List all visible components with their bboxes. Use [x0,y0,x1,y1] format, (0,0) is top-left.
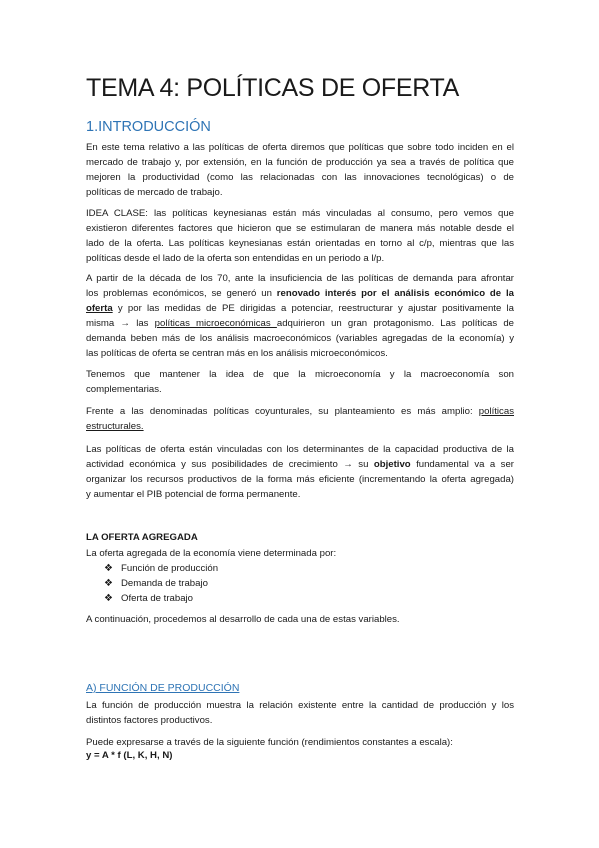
paragraph-expresion [86,735,514,750]
text-line: existieron diferentes factores que hicieron que se estimularan de manera más notable desde el [86,223,514,234]
paragraph-idea-clase [86,206,514,266]
text-line: políticas desde el lado de la oferta son entendidas en un periodo a l/p. [86,253,385,264]
text-run: los problemas económicos, se generó un [86,288,277,299]
text-line: Tenemos que mantener la idea de que la microeconomía y la macroeconomía son [86,369,514,380]
text-line [86,316,514,331]
text-line: y aumentar el PIB potencial de forma permanente. [86,489,301,500]
list-item-label: Oferta de trabajo [121,593,193,604]
text-run: actividad económica y sus posibilidades de crecimiento → su [86,459,374,470]
bold-text: renovado interés por el análisis económico de la [276,288,514,299]
paragraph-continuacion [86,612,514,627]
text-line: las políticas de oferta se centran más en los análisis microeconómicos. [86,348,388,359]
diamond-bullet-icon: ❖ [104,578,113,589]
section-heading-funcion-produccion: A) FUNCIÓN DE PRODUCCIÓN [86,682,240,694]
paragraph-politicas-oferta [86,442,514,502]
text-line: distintos factores productivos. [86,715,213,726]
text-line: A continuación, procedemos al desarrollo de cada una de estas variables. [86,614,400,625]
text-line: políticas de mercado de trabajo. [86,187,223,198]
text-line: mercado de trabajo y, por extensión, en la función de producción ya sea a través de política que [86,157,514,168]
paragraph-coyunturales [86,404,514,434]
text-line [86,286,514,301]
text-run: misma → las [86,318,155,329]
text-line: demanda beben más de los análisis macroeconómicos (variables agregadas de la economía) y [86,333,514,344]
text-line [86,404,514,419]
list-item-label: Demanda de trabajo [121,578,208,589]
paragraph-intro [86,140,514,200]
paragraph-funcion [86,698,514,728]
bold-underlined-text: oferta [86,303,113,314]
text-line: A partir de la década de los 70, ante la insuficiencia de las políticas de demanda para afrontar [86,273,514,284]
section-heading-introduccion: 1.INTRODUCCIÓN [86,119,211,135]
paragraph-decada-70 [86,271,514,361]
diamond-bullet-icon: ❖ [104,593,113,604]
text-line: IDEA CLASE: las políticas keynesianas están más vinculadas al consumo, pero vemos que [86,208,514,219]
list-item [104,561,218,576]
text-line: organizar los recursos productivos de la forma más eficiente (incrementando la oferta agregada) [86,474,514,485]
text-run: Frente a las denominadas políticas coyunturales, su planteamiento es más amplio: [86,406,479,417]
diamond-bullet-icon: ❖ [104,563,113,574]
text-line: lado de la oferta. Las políticas keynesianas están orientadas en torno al c/p, mientras que las [86,238,514,249]
text-line: mejoren la productividad (como las relacionadas con las innovaciones tecnológicas) o de [86,172,514,183]
text-run: y por las medidas de PE dirigidas a potenciar, reestructurar y ajustar positivamente la [112,303,514,314]
text-line [86,301,514,316]
underlined-text: políticas microeconómicas [154,318,277,329]
list-item [104,591,218,606]
text-line: Puede expresarse a través de la siguiente función (rendimientos constantes a escala): [86,737,453,748]
text-run: adquirieron un gran protagonismo. Las políticas de [276,318,515,329]
paragraph-micro-macro [86,367,514,397]
page-title: TEMA 4: POLÍTICAS DE OFERTA [86,74,460,102]
oferta-list [104,561,218,606]
text-line: En este tema relativo a las políticas de oferta diremos que políticas que sobre todo inciden en el [86,142,514,153]
underlined-text: políticas [478,406,514,417]
paragraph-oferta-intro [86,546,514,561]
text-line: complementarias. [86,384,162,395]
subheading-oferta-agregada: LA OFERTA AGREGADA [86,532,198,543]
text-line: La función de producción muestra la relación existente entre la cantidad de producción y los [86,700,514,711]
text-run: fundamental va a ser [410,459,514,470]
list-item-label: Función de producción [121,563,219,574]
underlined-text: estructurales. [86,421,144,432]
production-function-formula: y = A * f (L, K, H, N) [86,750,173,761]
text-line: La oferta agregada de la economía viene determinada por: [86,548,337,559]
text-line: Las políticas de oferta están vinculadas con los determinantes de la capacidad productiva de la [86,444,514,455]
text-line [86,457,514,472]
list-item [104,576,218,591]
bold-text: objetivo [373,459,411,470]
